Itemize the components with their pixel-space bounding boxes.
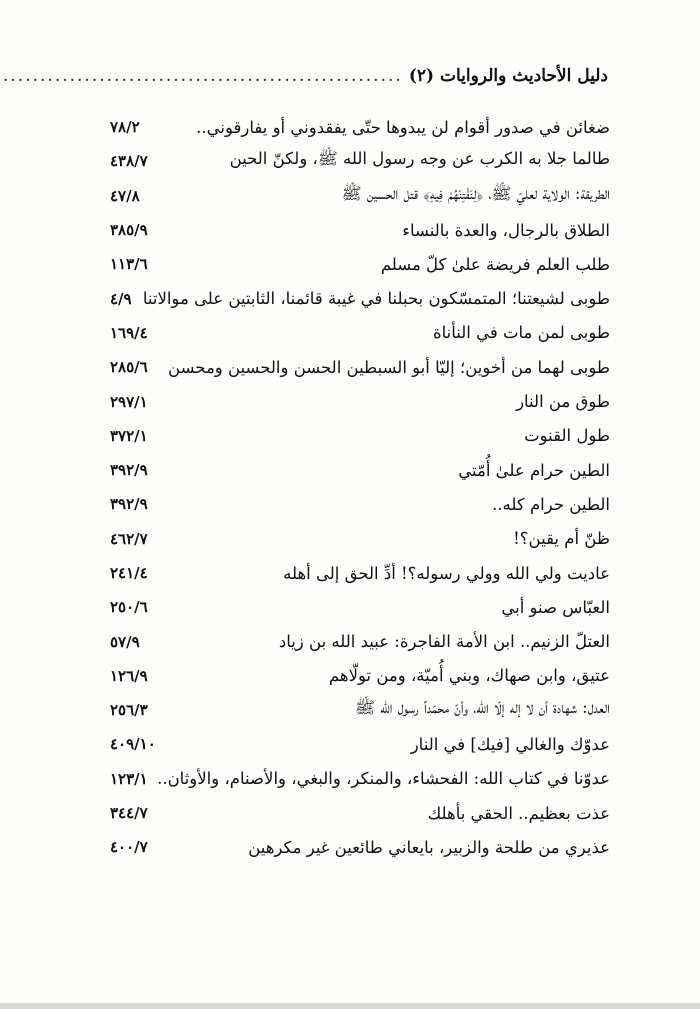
- entry-text: ظنّ أم يقين؟!: [513, 529, 610, 549]
- index-entry: [110, 487, 610, 521]
- leader-dots: [0, 66, 403, 86]
- entry-text: ضغائن في صدور أقوام لن يبدوها حتّى يفقدوني أو يفارقوني..: [196, 117, 610, 137]
- index-entry: [110, 830, 610, 864]
- entry-reference: ٥٧/٩: [110, 632, 140, 651]
- entry-reference: ١٢٦/٩: [110, 666, 148, 685]
- index-entry: [110, 316, 610, 350]
- entry-reference: ٤٠٠/٧: [110, 838, 148, 857]
- entry-reference: ١٦٩/٤: [110, 323, 148, 342]
- index-entry: [110, 179, 610, 213]
- index-entry: [110, 762, 610, 796]
- entry-text: عذيري من طلحة والزبير، بايعاني طائعين غير مكرهين: [248, 837, 610, 857]
- index-entry: [110, 350, 610, 384]
- entry-text: طول القنوت: [524, 426, 610, 446]
- entry-text: عدوّك والغالي [فيك] في النار: [410, 734, 610, 754]
- index-entry: [110, 419, 610, 453]
- entry-reference: ٧٨/٢: [110, 118, 140, 137]
- entry-text: الطلاق بالرجال، والعدة بالنساء: [402, 220, 610, 240]
- entry-reference: ٢٨٥/٦: [110, 358, 148, 377]
- entry-text: الطين حرام كله..: [492, 494, 610, 514]
- entry-text: العبّاس صنو أبي: [501, 597, 610, 617]
- index-entry: [110, 624, 610, 658]
- entry-text: طوبى لشيعتنا؛ المتمسّكون بحبلنا في غيبة قائمنا، الثابتين على موالاتنا: [142, 289, 610, 309]
- index-entry: [110, 796, 610, 830]
- entry-reference: ٣٨٥/٩: [110, 221, 148, 240]
- entry-reference: ١٢٣/١: [110, 769, 148, 788]
- entry-reference: ٤٠٩/١٠: [110, 735, 156, 754]
- entry-text: طلب العلم فريضة علىٰ كلّ مسلم: [380, 254, 610, 274]
- index-entry: [110, 727, 610, 761]
- entry-reference: ٣٩٢/٩: [110, 461, 148, 480]
- entry-reference: ٢٩٧/١: [110, 392, 148, 411]
- entry-reference: ٣٧٢/١: [110, 426, 148, 445]
- index-entry: [110, 384, 610, 418]
- entry-text: الطريقة: الولاية لعليّ ﷺ، ﴿لِنَفْتِنَهُمْ فِيهِ﴾ قتل الحسين ﷺ: [341, 183, 610, 203]
- entry-reference: ٢٥٠/٦: [110, 598, 148, 617]
- entry-text: طالما جلا به الكرب عن وجه رسول الله ﷺ، ولكنّ الحين: [229, 149, 610, 169]
- page-bottom-edge: [0, 1003, 700, 1009]
- entry-reference: ٤٧/٨: [110, 186, 140, 205]
- index-entry: [110, 453, 610, 487]
- entry-text: طوبى لهما من أخوين؛ إليّا أبو السبطين الحسن والحسين ومحسن: [168, 357, 610, 377]
- entry-text: العدل: شهادة أن لا إله إلّا الله، وأنّ محمّداً رسول الله ﷺ: [355, 698, 610, 718]
- entry-text: طوق من النار: [516, 392, 610, 412]
- entry-reference: ٢٤١/٤: [110, 564, 148, 582]
- entry-text: طوبى لمن مات في النأناة: [432, 323, 610, 343]
- index-entry-list: [110, 110, 610, 865]
- index-entry: [110, 144, 610, 178]
- index-entry: [110, 590, 610, 624]
- entry-text: عتيق، وابن صهاك، وبني أُميّة، ومن تولّاهم: [328, 666, 610, 686]
- header-title: دليل الأحاديث والروايات (٢): [408, 66, 608, 86]
- running-header: [92, 62, 608, 90]
- entry-text: الطين حرام علىٰ أُمّتي: [458, 460, 610, 480]
- index-entry: [110, 659, 610, 693]
- index-entry: [110, 522, 610, 556]
- entry-reference: ٤٦٢/٧: [110, 529, 148, 548]
- index-entry: [110, 556, 610, 590]
- entry-text: العتلّ الزنيم.. ابن الأمة الفاجرة: عبيد الله بن زياد: [278, 632, 610, 652]
- entry-reference: ٢٥٦/٣: [110, 701, 148, 720]
- entry-text: عاديت ولي الله وولي رسوله؟! أدِّ الحق إلى أهله: [283, 563, 610, 583]
- entry-reference: ٣٩٢/٩: [110, 495, 148, 514]
- index-entry: [110, 247, 610, 281]
- index-entry: [110, 693, 610, 727]
- entry-reference: ٤/٩: [110, 289, 132, 308]
- entry-reference: ٤٣٨/٧: [110, 152, 148, 171]
- entry-text: عدوّنا في كتاب الله: الفحشاء، والمنكر، والبغي، والأصنام، والأوثان..: [157, 769, 610, 789]
- entry-text: عذت بعظيم.. الحقي بأهلك: [427, 803, 610, 823]
- entry-reference: ١١٣/٦: [110, 255, 148, 274]
- index-entry: [110, 110, 610, 144]
- index-entry: [110, 213, 610, 247]
- index-entry: [110, 281, 610, 315]
- entry-reference: ٣٤٤/٧: [110, 804, 148, 823]
